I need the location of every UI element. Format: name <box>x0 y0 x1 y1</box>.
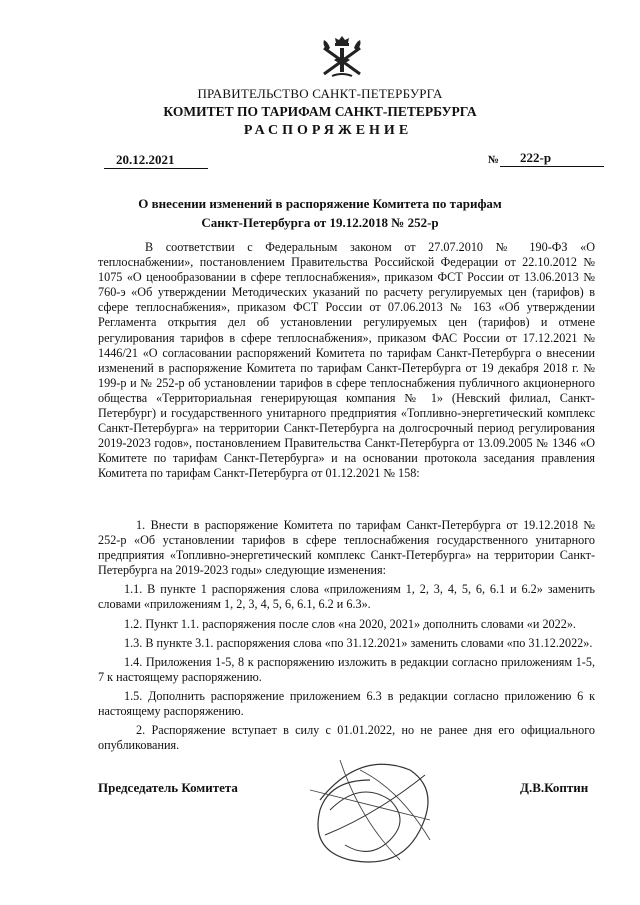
document-number: 222-р <box>500 150 604 167</box>
number-label: № <box>488 154 500 166</box>
document-title <box>0 194 640 232</box>
item-1-4: 1.4. Приложения 1-5, 8 к распоряжению изложить в редакции согласно приложениям 1-5, 7 к настоящему распоряжению. <box>98 654 595 684</box>
title-line-1: О внесении изменений в распоряжение Комитета по тарифам <box>138 196 502 211</box>
item-1-3: 1.3. В пункте 3.1. распоряжения слова «по 31.12.2021» заменить словами «по 31.12.2022». <box>124 635 593 650</box>
title-line-2: Санкт-Петербурга от 19.12.2018 № 252-р <box>201 215 439 230</box>
item-1-5: 1.5. Дополнить распоряжение приложением 6.3 в редакции согласно приложению 6 к настоящему распоряжению. <box>98 688 595 719</box>
item-1: 1. Внести в распоряжение Комитета по тарифам Санкт-Петербурга от 19.12.2018 № 252-р «Об установлении тарифов в сфере теплоснабжения государственного унитарного предприятия «Топливно-энергетический комплекс Санкт-Петербурга» на территории Санкт-Петербурга на 2019-2023 годы» следующие изменения: <box>98 518 595 578</box>
committee-heading: КОМИТЕТ ПО ТАРИФАМ САНКТ-ПЕТЕРБУРГА <box>163 104 477 119</box>
signature-scribble <box>300 740 450 880</box>
document-date: 20.12.2021 <box>104 152 208 169</box>
government-heading: ПРАВИТЕЛЬСТВО САНКТ-ПЕТЕРБУРГА <box>197 86 443 101</box>
signatory-name: Д.В.Коптин <box>520 780 589 795</box>
item-1-2: 1.2. Пункт 1.1. распоряжения после слов «на 2020, 2021» дополнить словами «и 2022». <box>124 616 576 631</box>
signatory-position: Председатель Комитета <box>98 780 238 795</box>
item-2: 2. Распоряжение вступает в силу с 01.01.2022, но не ранее дня его официального опубликования. <box>98 723 595 753</box>
coat-of-arms-icon <box>318 34 366 80</box>
preamble-paragraph: В соответствии с Федеральным законом от 27.07.2010 № 190-ФЗ «О теплоснабжении», постановлением Правительства Российской Федерации от 22.10.2012 № 1075 «О ценообразовании в сфере теплоснабжения», приказом ФСТ России от 13.06.2013 № 760-э «Об утверждении Методических указаний по расчету регулируемых цен (тарифов) в сфере теплоснабжения», приказом ФСТ России от 07.06.2013 № 163 «Об утверждении Регламента открытия дел об установлении регулируемых цен (тарифов) и отмене регулирования тарифов в сфере теплоснабжения», приказом ФАС России от 17.12.2021 № 1446/21 «О согласовании распоряжений Комитета по тарифам Санкт-Петербурга о внесении изменений в распоряжение Комитета по тарифам Санкт-Петербурга от 19 декабря 2018 г. № 199-р и № 252-р об установлении тарифов в сфере теплоснабжения публичного акционерного общества «Территориальная генерирующая компания № 1» (Невский филиал, Санкт-Петербург) и государственного унитарного предприятия «Топливно-энергетический комплекс Санкт-Петербурга» на территории Санкт-Петербурга на долгосрочный период регулирования 2019-2023 годов», постановлением Правительства Санкт-Петербурга от 13.09.2005 № 1346 «О Комитете по тарифам Санкт-Петербурга» и на основании протокола заседания правления Комитета по тарифам Санкт-Петербурга от 01.12.2021 № 158: <box>98 240 595 481</box>
resolution-items <box>98 518 595 753</box>
item-1-1: 1.1. В пункте 1 распоряжения слова «приложениям 1, 2, 3, 4, 5, 6, 6.1 и 6.2» заменить словами «приложениям 1, 2, 3, 4, 5, 6, 6.1, 6.2 и 6.3». <box>98 582 595 612</box>
document-type-heading: РАСПОРЯЖЕНИЕ <box>243 123 413 138</box>
